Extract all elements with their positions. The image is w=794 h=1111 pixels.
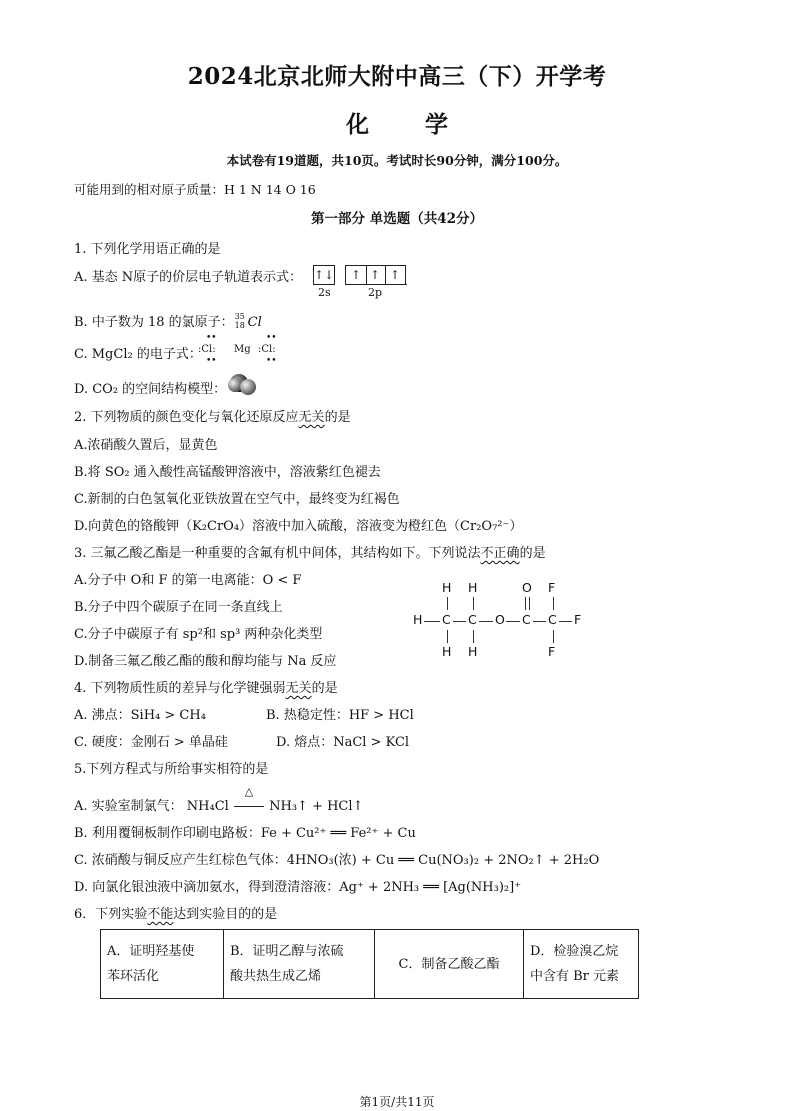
mg-symbol: Mg (234, 344, 251, 355)
atom-c: C (522, 612, 531, 627)
q2-stem-text: 的是 (324, 410, 351, 425)
q5-option-c: C. 浓硝酸与铜反应产生红棕色气体：4HNO₃(浓) + Cu ══ Cu(NO₃)₂ + 2NO₂↑ + 2H₂O (74, 853, 600, 868)
bond (453, 621, 466, 622)
q4-option-a: A. 沸点：SiH₄ > CH₄ (74, 708, 206, 723)
experiment-table (100, 929, 639, 999)
chlorine-symbol: Cl (247, 315, 262, 330)
cell-line: A．证明羟基使 (107, 944, 195, 959)
cell-line: B．证明乙醇与浓硫 (230, 944, 344, 959)
q3-option-b: B.分子中四个碳原子在同一条直线上 (74, 600, 283, 615)
atom-c: C (442, 612, 451, 627)
bond (553, 597, 554, 610)
q3-option-c: C.分子中碳原子有 sp²和 sp³ 两种杂化类型 (74, 627, 323, 642)
bond (553, 630, 554, 643)
table-cell-d (524, 930, 639, 999)
cell-line: D．检验溴乙烷 (530, 944, 619, 959)
q3-stem-emphasis: 不正确 (480, 546, 520, 561)
cl-left: :Cl: (198, 344, 216, 355)
q1-option-c: C. MgCl₂ 的电子式： (74, 347, 202, 362)
q5-option-b: B. 利用覆铜板制作印刷电路板：Fe + Cu²⁺ ══ Fe²⁺ + Cu (74, 826, 416, 841)
structural-formula (412, 578, 592, 660)
atom-h: H (468, 580, 478, 595)
q5-option-a-text: A. 实验室制氯气： NH₄Cl (74, 799, 229, 814)
q3-option-d: D.制备三氟乙酸乙酯的酸和醇均能与 Na 反应 (74, 654, 337, 669)
cl-right: :Cl: (258, 344, 276, 355)
orbital-diagram (313, 263, 409, 301)
bond (529, 597, 530, 610)
q2-option-d: D.向黄色的铬酸钾（K₂CrO₄）溶液中加入硫酸，溶液变为橙红色（Cr₂O₇²⁻） (74, 519, 523, 534)
q4-stem-emphasis: 无关 (285, 681, 312, 696)
atom-c: C (548, 612, 557, 627)
q3-stem-text: 的是 (519, 546, 546, 561)
page-footer: 第1页/共11页 (359, 1095, 435, 1109)
bond (424, 621, 440, 622)
atomic-number: 18 (234, 320, 245, 330)
atomic-masses: 可能用到的相对原子质量：H 1 N 14 O 16 (74, 182, 316, 197)
table-cell-b (224, 930, 375, 999)
cell-line: C．制备乙酸乙酯 (398, 956, 500, 972)
q3-stem-text: 3. 三氟乙酸乙酯是一种重要的含氟有机中间体，其结构如下。下列说法 (74, 546, 481, 561)
q4-option-c: C. 硬度：金刚石 > 单晶硅 (74, 735, 228, 750)
q4-stem-text: 4. 下列物质性质的差异与化学键强弱 (74, 681, 286, 696)
bond (447, 597, 448, 610)
mass-number: 35 (234, 311, 245, 321)
q3-stem (74, 542, 546, 561)
q6-stem (74, 903, 277, 922)
divider (345, 284, 407, 285)
orbital-2p-box: ↑ (365, 265, 386, 285)
q4-stem-text: 的是 (311, 681, 338, 696)
atom-o: O (522, 580, 532, 595)
table-cell-c (375, 930, 524, 999)
q3-option-a: A.分子中 O和 F 的第一电离能：O < F (74, 573, 302, 588)
exam-title: 2024北京北师大附中高三（下）开学考 (187, 63, 607, 90)
atom-o: O (495, 612, 505, 627)
atom-h: H (413, 612, 423, 627)
bond (473, 630, 474, 643)
atom-h: H (442, 580, 452, 595)
dot-pair-icon: •• (206, 356, 217, 366)
dot-pair-icon: •• (266, 356, 277, 366)
atom-f: F (548, 644, 556, 659)
mgcl2-electron-formula (196, 333, 286, 369)
orbital-2p-box: ↑ (385, 265, 406, 285)
bond (479, 621, 493, 622)
q2-stem-text: 2. 下列物质的颜色变化与氧化还原反应 (74, 410, 299, 425)
cell-line: 苯环活化 (107, 969, 160, 984)
q2-option-b: B.将 SO₂ 通入酸性高锰酸钾溶液中，溶液紫红色褪去 (74, 465, 381, 480)
orbital-label-2p: 2p (368, 286, 383, 299)
atom-f: F (548, 580, 556, 595)
bond (506, 621, 520, 622)
atom-c: C (468, 612, 477, 627)
orbital-2p-box: ↑ (345, 265, 367, 285)
q5-option-d: D. 向氯化银浊液中滴加氨水，得到澄清溶液：Ag⁺ + 2NH₃ ══ [Ag(NH₃)₂]⁺ (74, 880, 522, 895)
q6-stem-text: 达到实验目的的是 (173, 907, 278, 922)
q6-stem-emphasis: 不能 (147, 907, 174, 922)
co2-space-filling-model-icon (227, 372, 259, 398)
bond (447, 630, 448, 643)
q1-option-b (74, 311, 262, 330)
orbital-2s-box: ↑↓ (313, 265, 335, 285)
q4-stem (74, 677, 338, 696)
orbital-label-2s: 2s (318, 286, 331, 299)
q2-option-c: C.新制的白色氢氧化亚铁放置在空气中，最终变为红褐色 (74, 492, 400, 507)
bond (525, 597, 526, 610)
atom-h: H (442, 644, 452, 659)
q1-option-d: D. CO₂ 的空间结构模型： (74, 382, 227, 397)
table-cell-a (101, 930, 224, 999)
atom-f: F (574, 612, 582, 627)
divider (313, 284, 335, 285)
exam-info: 本试卷有19道题，共10页。考试时长90分钟，满分100分。 (226, 153, 568, 168)
subject-title: 化 学 (345, 111, 448, 138)
q1-option-a: A. 基态 N原子的价层电子轨道表示式： (74, 270, 303, 285)
q1-stem: 1. 下列化学用语正确的是 (74, 242, 221, 257)
q5-stem: 5.下列方程式与所给事实相符的是 (74, 762, 269, 777)
q5-option-a-products: NH₃↑ + HCl↑ (269, 799, 364, 814)
q1-option-b-text: B. 中子数为 18 的氯原子： (74, 315, 234, 330)
q2-stem (74, 406, 351, 425)
q6-stem-text: 6．下列实验 (74, 907, 148, 922)
q2-stem-emphasis: 无关 (298, 410, 325, 425)
table-row (101, 930, 639, 999)
q5-option-a (74, 785, 364, 814)
atom-h: H (468, 644, 478, 659)
q4-option-d: D. 熔点：NaCl > KCl (276, 735, 410, 750)
cell-line: 酸共热生成乙烯 (230, 969, 322, 984)
q4-option-b: B. 热稳定性：HF > HCl (266, 708, 414, 723)
heat-condition: △ (244, 785, 254, 798)
bond (559, 621, 572, 622)
section-title: 第一部分 单选题（共42分） (311, 211, 483, 227)
bond (533, 621, 546, 622)
reaction-arrow (234, 806, 264, 807)
cell-line: 中含有 Br 元素 (530, 969, 620, 984)
dot-pair-icon: •• (266, 333, 277, 343)
dot-pair-icon: •• (206, 333, 217, 343)
bond (473, 597, 474, 610)
q2-option-a: A.浓硝酸久置后，显黄色 (74, 438, 218, 453)
